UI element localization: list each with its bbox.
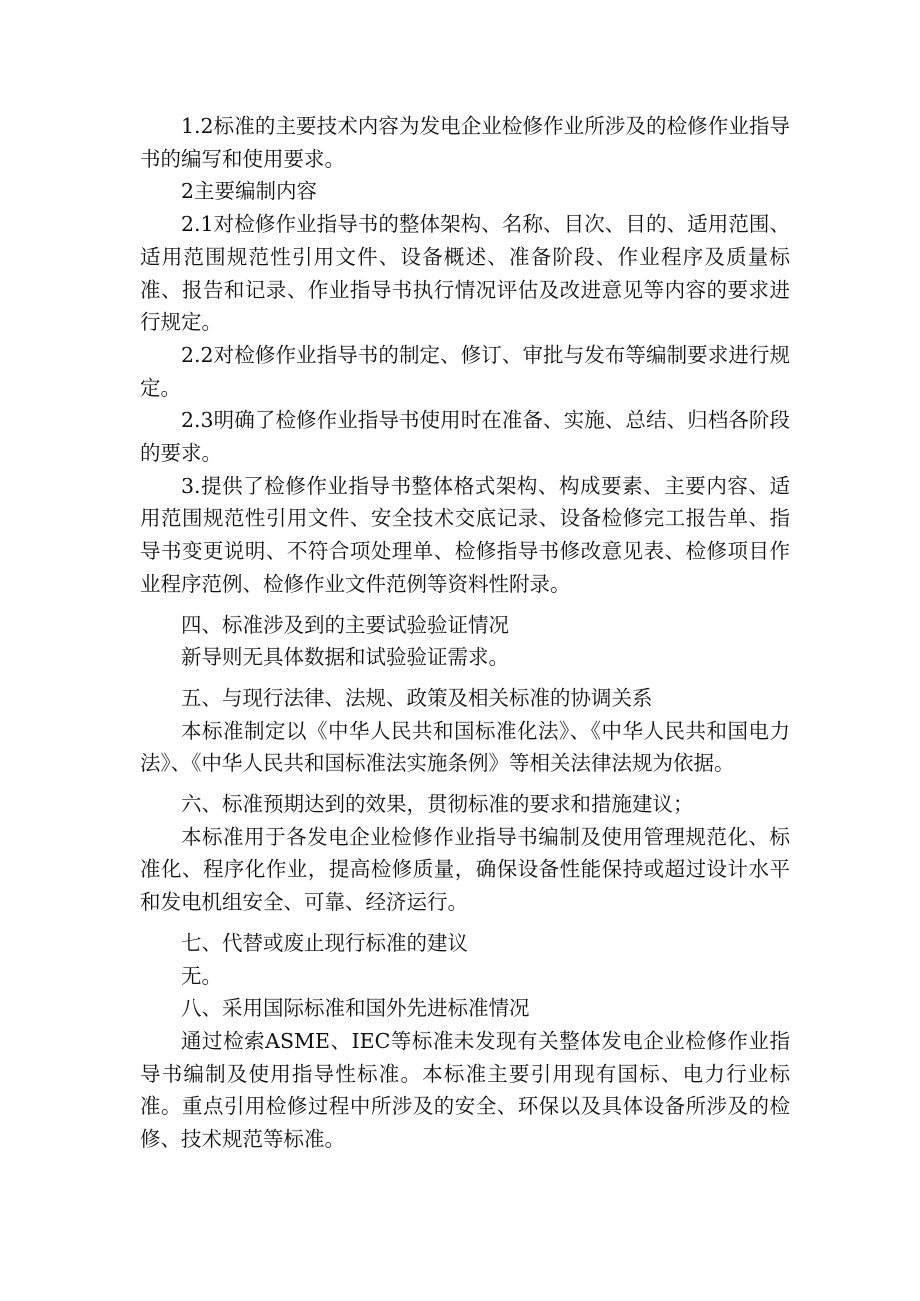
paragraph-3-appendix: 3.提供了检修作业指导书整体格式架构、构成要素、主要内容、适用范围规范性引用文件、安全技术交底记录、设备检修完工报告单、指导书变更说明、不符合项处理单、检修指导书修改意见表、检修项目作业程序范例、检修作业文件范例等资料性附录。: [140, 473, 790, 596]
section-5-heading: 五、与现行法律、法规、政策及相关标准的协调关系: [181, 685, 653, 710]
paragraph-2-1: 2.1对检修作业指导书的整体架构、名称、目次、目的、适用范围、适用范围规范性引用文件、设备概述、准备阶段、作业程序及质量标准、报告和记录、作业指导书执行情况评估及改进意见等内容的要求进行规定。: [140, 212, 790, 335]
section-6-body: 本标准用于各发电企业检修作业指导书编制及使用管理规范化、标准化、程序化作业，提高检修质量，确保设备性能保持或超过设计水平和发电机组安全、可靠、经济运行。: [140, 824, 790, 915]
section-4-heading: 四、标准涉及到的主要试验验证情况: [181, 612, 509, 637]
document-page: [140, 110, 790, 1156]
section-5-body: 本标准制定以《中华人民共和国标准化法》、《中华人民共和国电力法》、《中华人民共和国标准法实施条例》等相关法律法规为依据。: [140, 718, 790, 776]
section-6-heading: 六、标准预期达到的效果，贯彻标准的要求和措施建议；: [181, 792, 694, 817]
section-8-body: 通过检索ASME、IEC等标准未发现有关整体发电企业检修作业指导书编制及使用指导性标准。本标准主要引用现有国标、电力行业标准。重点引用检修过程中所涉及的安全、环保以及具体设备所涉及的检修、技术规范等标准。: [140, 1028, 790, 1152]
section-8-heading: 八、采用国际标准和国外先进标准情况: [181, 996, 530, 1021]
section-4-body: 新导则无具体数据和试验验证需求。: [181, 645, 509, 670]
paragraph-2-3: 2.3明确了检修作业指导书使用时在准备、实施、总结、归档各阶段的要求。: [140, 408, 790, 466]
paragraph-1-2-scope: 1.2标准的主要技术内容为发电企业检修作业所涉及的检修作业指导书的编写和使用要求。: [140, 114, 790, 171]
paragraph-2-2: 2.2对检修作业指导书的制定、修订、审批与发布等编制要求进行规定。: [140, 342, 790, 400]
section-7-heading: 七、代替或废止现行标准的建议: [181, 930, 468, 955]
section-7-body: 无。: [181, 963, 222, 988]
paragraph-2-heading: 2主要编制内容: [181, 179, 318, 204]
